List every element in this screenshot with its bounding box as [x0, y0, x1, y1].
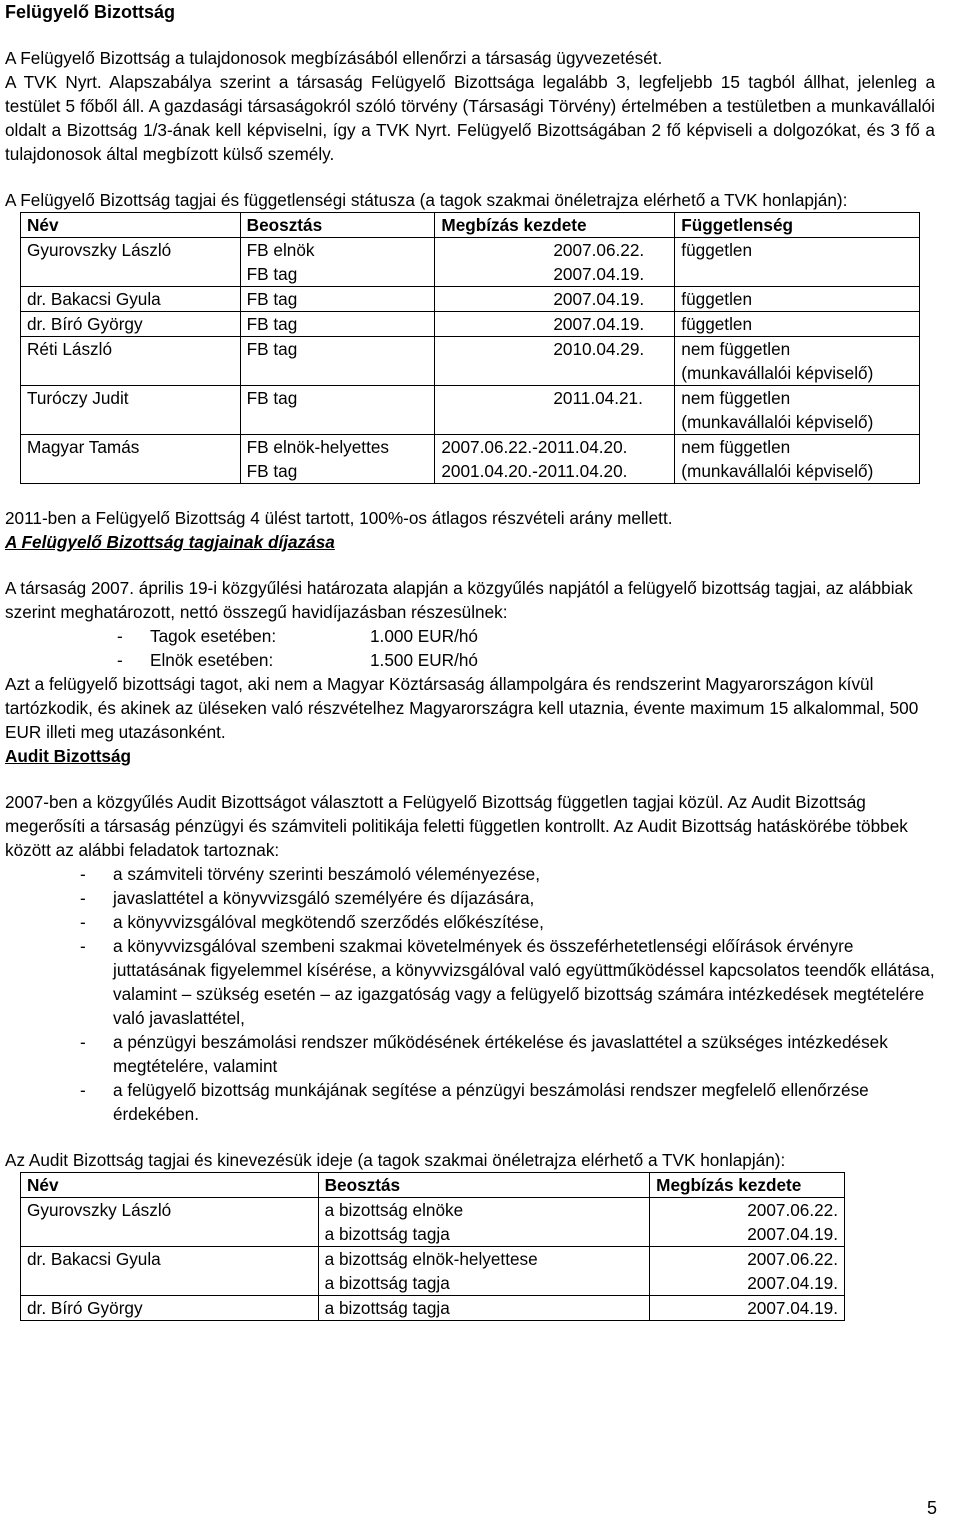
- fees-list: [5, 624, 935, 672]
- table-row: [21, 1296, 845, 1321]
- position-line: a bizottság elnök-helyettese: [324, 1249, 538, 1269]
- table-row: [21, 337, 920, 386]
- position-line: FB elnök-helyettes: [246, 437, 390, 457]
- fee-label: Tagok esetében:: [150, 626, 277, 646]
- member-start-date: [650, 1296, 845, 1321]
- member-name: Turóczy Judit: [21, 386, 241, 435]
- member-position: [318, 1296, 650, 1321]
- start-date-line: 2007.06.22.: [747, 1249, 838, 1269]
- position-line: FB tag: [246, 388, 298, 408]
- supervisory-board-role-text: A Felügyelő Bizottság a tulajdonosok megbízásából ellenőrzi a társaság ügyvezetését.: [5, 48, 663, 68]
- audit-committee-table: [20, 1172, 845, 1321]
- member-independence: [675, 287, 920, 312]
- position-line: a bizottság tagja: [324, 1298, 450, 1318]
- member-start-date: [435, 287, 675, 312]
- position-line: FB tag: [246, 289, 298, 309]
- list-item: - a könyvvizsgálóval szembeni szakmai követelmények és összeférhetetlenségi előírások érvényre juttatásának figyelemmel kísérése, a könyvvizsgálóval való együttműködéssel kapcsolatos teendők ellátása, valamint – szükség esetén – az igazgatóság vagy a felügyelő bizottság számára intézkedések megtételére való javaslattétel,: [5, 934, 935, 1030]
- table-header-row: [21, 1173, 845, 1198]
- member-name: Gyurovszky László: [21, 1198, 319, 1247]
- fee-value: 1.000 EUR/hó: [370, 626, 478, 646]
- audit-committee-intro-text: 2007-ben a közgyűlés Audit Bizottságot választott a Felügyelő Bizottság független tagjai közül. Az Audit Bizottság megerősíti a társaság pénzügyi és számviteli politikája feletti független kontrollt. Az Audit Bizottság hatáskörébe többek között az alábbi feladatok tartoznak:: [5, 792, 908, 860]
- start-date-line: 2011.04.21.: [553, 388, 643, 408]
- member-start-date: [435, 238, 675, 287]
- table-row: [21, 435, 920, 484]
- column-header-position: Beosztás: [318, 1173, 650, 1198]
- member-independence: [675, 238, 920, 287]
- position-line: FB tag: [246, 314, 298, 334]
- member-position: [240, 312, 435, 337]
- section-title-fees: A Felügyelő Bizottság tagjainak díjazása: [5, 532, 335, 552]
- member-position: [240, 337, 435, 386]
- travel-allowance-text: Azt a felügyelő bizottsági tagot, aki nem a Magyar Köztársaság állampolgára és rendszerint Magyarországon kívül tartózkodik, és akinek az üléseken való részvételhez Magyarországra kell utaznia, évente maximum 15 alkalommal, 500 EUR illeti meg utazásonként.: [5, 674, 919, 742]
- start-date-line: 2001.04.20.-2011.04.20.: [441, 461, 628, 481]
- independence-line: (munkavállalói képviselő): [681, 412, 874, 432]
- member-position: [240, 238, 435, 287]
- table-row: [21, 287, 920, 312]
- position-line: FB elnök: [246, 240, 315, 260]
- audit-committee-table-intro: Az Audit Bizottság tagjai és kinevezésük ideje (a tagok szakmai önéletrajza elérhető a TVK honlapján):: [5, 1150, 786, 1170]
- independence-line: (munkavállalói képviselő): [681, 461, 874, 481]
- meetings-summary-text: 2011-ben a Felügyelő Bizottság 4 ülést tartott, 100%-os átlagos részvételi arány mellett.: [5, 508, 673, 528]
- position-line: FB tag: [246, 461, 298, 481]
- column-header-independence: Függetlenség: [675, 213, 920, 238]
- section-title-supervisory-board: Felügyelő Bizottság: [5, 2, 176, 22]
- list-item: [5, 624, 935, 648]
- list-item: - a számviteli törvény szerinti beszámoló véleményezése,: [5, 862, 935, 886]
- table-row: [21, 312, 920, 337]
- start-date-line: 2007.04.19.: [553, 314, 645, 334]
- member-position: [240, 386, 435, 435]
- member-name: Magyar Tamás: [21, 435, 241, 484]
- fee-value: 1.500 EUR/hó: [370, 650, 478, 670]
- member-position: [240, 287, 435, 312]
- document-page: [5, 0, 935, 1321]
- member-position: [318, 1198, 650, 1247]
- start-date-line: 2007.04.19.: [553, 264, 645, 284]
- section-title-audit-committee: Audit Bizottság: [5, 746, 132, 766]
- member-name: dr. Bíró György: [21, 1296, 319, 1321]
- start-date-line: 2007.04.19.: [747, 1273, 838, 1293]
- table-row: [21, 386, 920, 435]
- member-start-date: [435, 312, 675, 337]
- independence-line: nem független: [681, 339, 791, 359]
- member-independence: [675, 386, 920, 435]
- list-item: - a könyvvizsgálóval megkötendő szerződés előkészítése,: [5, 910, 935, 934]
- member-independence: [675, 312, 920, 337]
- table-row: [21, 238, 920, 287]
- member-start-date: [650, 1198, 845, 1247]
- audit-tasks-list: [5, 862, 935, 1126]
- column-header-name: Név: [21, 1173, 319, 1198]
- member-name: dr. Bakacsi Gyula: [21, 287, 241, 312]
- page-number: 5: [927, 1498, 938, 1518]
- member-start-date: [650, 1247, 845, 1296]
- position-line: FB tag: [246, 339, 298, 359]
- supervisory-board-table: [20, 212, 920, 484]
- start-date-line: 2007.04.19.: [553, 289, 645, 309]
- start-date-line: 2010.04.29.: [553, 339, 645, 359]
- list-item: - a pénzügyi beszámolási rendszer működésének értékelése és javaslattétel a szükséges intézkedések megtételére, valamint: [5, 1030, 935, 1078]
- member-name: Réti László: [21, 337, 241, 386]
- position-line: a bizottság elnöke: [324, 1200, 464, 1220]
- independence-line: (munkavállalói képviselő): [681, 363, 874, 383]
- position-line: a bizottság tagja: [324, 1273, 450, 1293]
- table-header-row: [21, 213, 920, 238]
- member-independence: [675, 337, 920, 386]
- member-position: [240, 435, 435, 484]
- member-name: Gyurovszky László: [21, 238, 241, 287]
- table-row: [21, 1198, 845, 1247]
- supervisory-board-composition-text: A TVK Nyrt. Alapszabálya szerint a társaság Felügyelő Bizottsága legalább 3, legfeljebb 15 tagból állhat, jelenleg a testület 5 főből áll. A gazdasági társaságokról szóló törvény (Társasági Törvény) értelmében a testületben a munkavállalói oldalt a Bizottság 1/3-ának kell képviselni, így a TVK Nyrt. Felügyelő Bizottságában 2 fő képviseli a dolgozókat, és 3 fő a tulajdonosok által megbízott külső személy.: [5, 72, 935, 164]
- list-item: - javaslattétel a könyvvizsgáló személyére és díjazására,: [5, 886, 935, 910]
- fees-intro-text: A társaság 2007. április 19-i közgyűlési határozata alapján a közgyűlés napjától a felügyelő bizottság tagjai, az alábbiak szerint meghatározott, nettó összegű havidíjazásban részesülnek:: [5, 578, 913, 622]
- independence-line: független: [681, 289, 753, 309]
- supervisory-board-table-intro: A Felügyelő Bizottság tagjai és függetlenségi státusza (a tagok szakmai önéletrajza elérhető a TVK honlapján):: [5, 190, 848, 210]
- start-date-line: 2007.06.22.: [553, 240, 645, 260]
- member-independence: [675, 435, 920, 484]
- column-header-start-date: Megbízás kezdete: [650, 1173, 845, 1198]
- list-item: [5, 648, 935, 672]
- start-date-line: 2007.06.22.: [747, 1200, 838, 1220]
- independence-line: nem független: [681, 388, 791, 408]
- member-name: dr. Bakacsi Gyula: [21, 1247, 319, 1296]
- start-date-line: 2007.04.19.: [747, 1224, 838, 1244]
- member-start-date: [435, 435, 675, 484]
- member-name: dr. Bíró György: [21, 312, 241, 337]
- column-header-start-date: Megbízás kezdete: [435, 213, 675, 238]
- independence-line: nem független: [681, 437, 791, 457]
- member-start-date: [435, 386, 675, 435]
- start-date-line: 2007.06.22.-2011.04.20.: [441, 437, 628, 457]
- independence-line: független: [681, 240, 753, 260]
- column-header-position: Beosztás: [240, 213, 435, 238]
- member-start-date: [435, 337, 675, 386]
- position-line: a bizottság tagja: [324, 1224, 450, 1244]
- independence-line: független: [681, 314, 753, 334]
- start-date-line: 2007.04.19.: [747, 1298, 838, 1318]
- position-line: FB tag: [246, 264, 298, 284]
- list-item: - a felügyelő bizottság munkájának segítése a pénzügyi beszámolási rendszer megfelelő ellenőrzése érdekében.: [5, 1078, 935, 1126]
- column-header-name: Név: [21, 213, 241, 238]
- fee-label: Elnök esetében:: [150, 650, 274, 670]
- table-row: [21, 1247, 845, 1296]
- member-position: [318, 1247, 650, 1296]
